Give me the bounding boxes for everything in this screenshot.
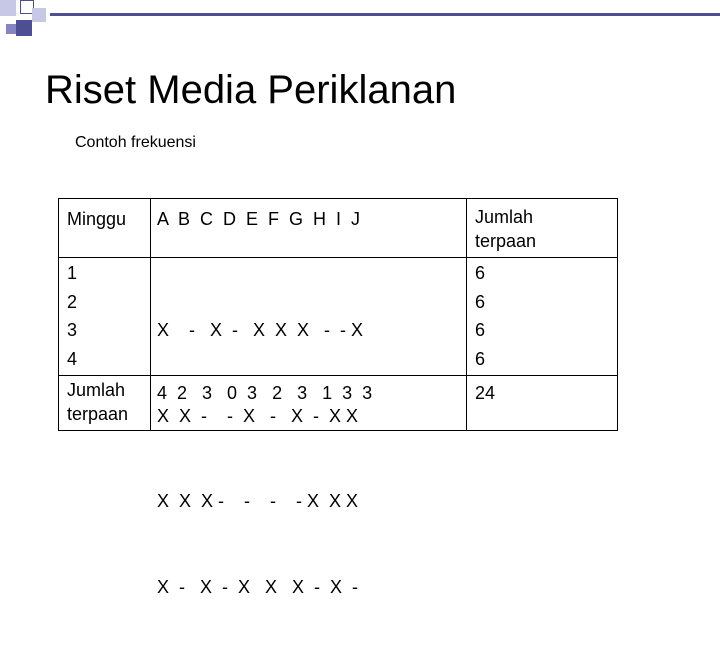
footer-label-line2: terpaan: [67, 404, 129, 424]
decor-square-dark: [16, 20, 32, 36]
decor-square: [32, 8, 46, 22]
week-total: 6: [475, 291, 486, 312]
footer-jumlah-terpaan: [67, 378, 128, 426]
frequency-table: [58, 198, 618, 597]
header-jumlah-line2: terpaan: [475, 231, 537, 251]
week-number: 3: [67, 320, 78, 340]
week-pattern: X - X - X X X - X -: [157, 576, 359, 597]
slide-subtitle: Contoh frekuensi: [75, 134, 196, 151]
week-numbers: [67, 259, 77, 373]
week-number: 2: [67, 291, 78, 312]
week-totals: [475, 259, 485, 373]
table-col-divider: [150, 199, 151, 430]
table-col-divider: [466, 199, 467, 430]
week-total: 6: [475, 263, 486, 283]
week-number: 4: [67, 348, 78, 369]
decor-square-mid: [6, 24, 16, 34]
week-pattern: X - X - X X X - - X: [157, 320, 364, 340]
week-pattern: X X - - X - X - X X: [157, 405, 359, 426]
decor-square: [0, 0, 16, 16]
week-patterns: [157, 259, 363, 658]
header-media-letters: A B C D E F G H I J: [157, 209, 361, 229]
table-row-divider: [59, 257, 617, 258]
header-jumlah-line1: Jumlah: [475, 207, 534, 227]
header-minggu: Minggu: [67, 209, 127, 229]
top-rule: [50, 13, 720, 16]
footer-counts: 4 2 3 0 3 2 3 1 3 3: [157, 383, 373, 403]
week-number: 1: [67, 263, 78, 283]
footer-total: 24: [475, 383, 496, 403]
week-total: 6: [475, 320, 486, 340]
footer-label-line1: Jumlah: [67, 380, 126, 400]
week-pattern: X X X - - - - X X X: [157, 491, 359, 511]
slide-title: Riset Media Periklanan: [45, 68, 457, 112]
week-total: 6: [475, 348, 486, 369]
header-jumlah-terpaan: [475, 205, 536, 253]
